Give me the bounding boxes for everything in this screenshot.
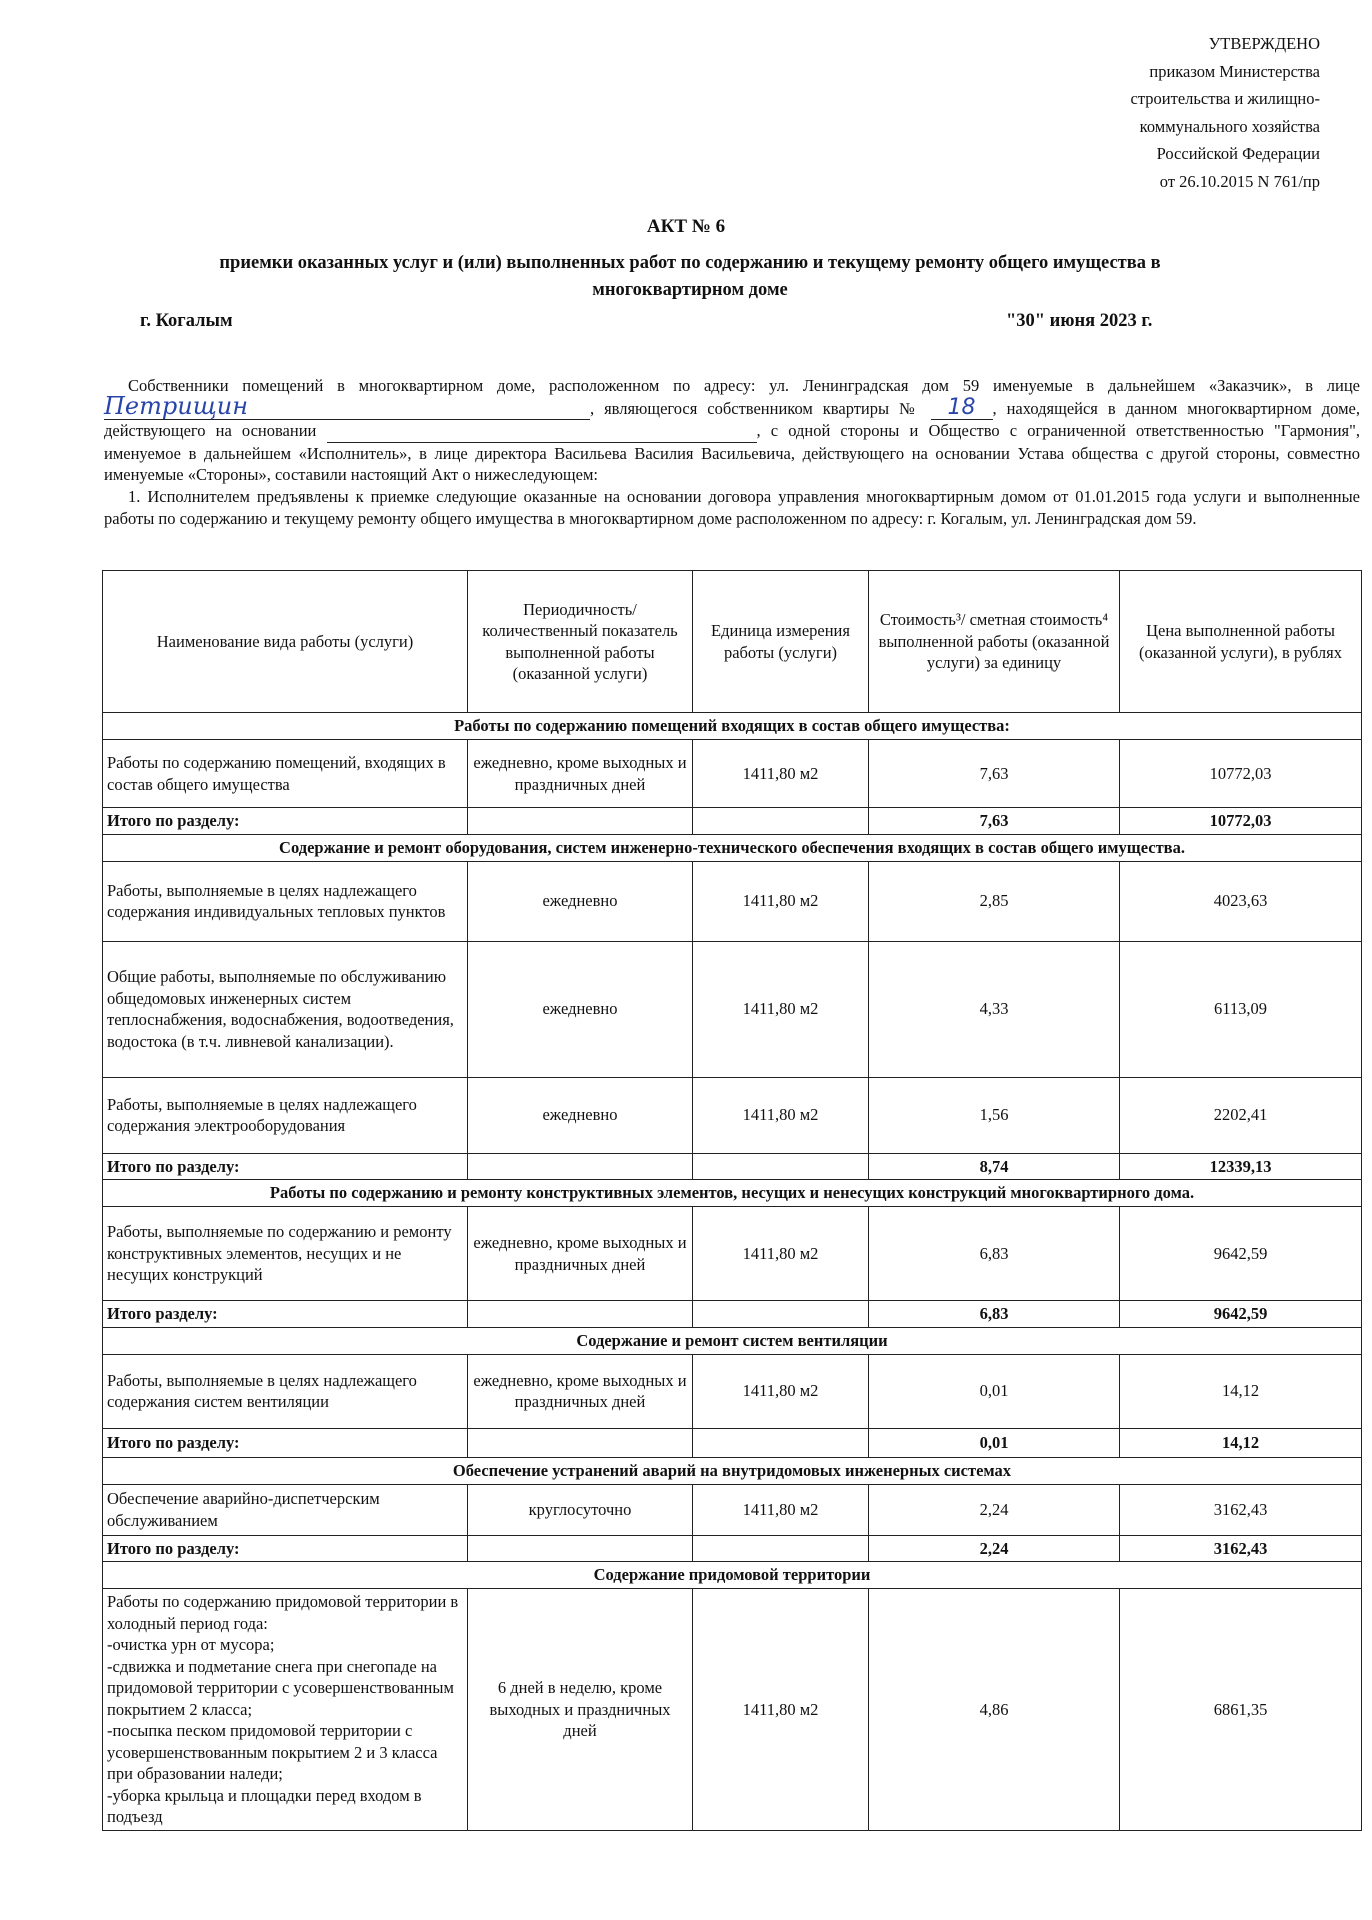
price: 3162,43 <box>1120 1484 1362 1535</box>
work-line: -уборка крыльца и площадки перед входом в подъезд <box>107 1785 422 1826</box>
approval-line: Российской Федерации <box>1156 144 1320 163</box>
table-row <box>103 1077 1362 1153</box>
act-title: приемки оказанных услуг и (или) выполненных работ по содержанию и текущему ремонту общего имущества в многоквартирном доме <box>219 253 1161 300</box>
unit: 1411,80 м2 <box>693 1589 869 1831</box>
unit-cost: 7,63 <box>869 740 1120 808</box>
unit-cost: 6,83 <box>869 1207 1120 1301</box>
table-row <box>103 941 1362 1077</box>
work-name: Работы по содержанию помещений, входящих в состав общего имущества <box>103 740 468 808</box>
section-total-row <box>103 1301 1362 1328</box>
unit-cost: 0,01 <box>869 1354 1120 1428</box>
intro-paragraph-2: 1. Исполнителем предъявлены к приемке следующие оказанные на основании договора управления многоквартирным домом от 01.01.2015 года услуги и выполненные работы по содержанию и текущему ремонту общего имущества в многоквартирном доме расположенном по адресу: г. Когалым, ул. Ленинградская дом 59. <box>104 486 1360 528</box>
section-header-row <box>103 1562 1362 1589</box>
total-price: 3162,43 <box>1120 1535 1362 1562</box>
total-price: 14,12 <box>1120 1428 1362 1457</box>
section-title: Работы по содержанию помещений входящих в состав общего имущества: <box>103 713 1362 740</box>
table-row <box>103 1589 1362 1831</box>
work-name: Работы, выполняемые в целях надлежащего содержания электрооборудования <box>103 1077 468 1153</box>
section-title: Обеспечение устранений аварий на внутридомовых инженерных системах <box>103 1457 1362 1484</box>
section-total-row <box>103 1535 1362 1562</box>
column-header: Цена выполненной работы (оказанной услуги), в рублях <box>1120 571 1362 713</box>
work-name <box>103 1589 468 1831</box>
intro-text <box>104 375 1360 529</box>
section-header-row <box>103 834 1362 861</box>
price: 4023,63 <box>1120 861 1362 941</box>
price: 6113,09 <box>1120 941 1362 1077</box>
total-unit-cost: 2,24 <box>869 1535 1120 1562</box>
act-number: АКТ № 6 <box>646 216 726 237</box>
apartment-field <box>931 394 993 421</box>
column-header: Единица измерения работы (услуги) <box>693 571 869 713</box>
section-title: Содержание и ремонт систем вентиляции <box>103 1327 1362 1354</box>
unit-cost: 4,33 <box>869 941 1120 1077</box>
price: 6861,35 <box>1120 1589 1362 1831</box>
section-title: Работы по содержанию и ремонту конструктивных элементов, несущих и ненесущих конструкций многоквартирного дома. <box>103 1180 1362 1207</box>
column-header: Наименование вида работы (услуги) <box>103 571 468 713</box>
price: 9642,59 <box>1120 1207 1362 1301</box>
section-header-row <box>103 1327 1362 1354</box>
work-line: -сдвижка и подметание снега при снегопаде на придомовой территории с усовершенствованным покрытием 2 класса; <box>107 1656 454 1719</box>
section-total-row <box>103 808 1362 835</box>
act-date: "30" июня 2023 г. <box>1006 311 1153 331</box>
approval-line: коммунального хозяйства <box>1139 116 1320 136</box>
total-unit-cost: 7,63 <box>869 808 1120 835</box>
total-price: 10772,03 <box>1120 808 1362 835</box>
section-title: Содержание и ремонт оборудования, систем инженерно-технического обеспечения входящих в состав общего имущества. <box>103 834 1362 861</box>
unit: 1411,80 м2 <box>693 740 869 808</box>
price: 2202,41 <box>1120 1077 1362 1153</box>
total-unit-cost: 0,01 <box>869 1428 1120 1457</box>
work-line: -очистка урн от мусора; <box>107 1635 275 1654</box>
table-row <box>103 861 1362 941</box>
column-header: Периодичность/ количественный показатель выполненной работы (оказанной услуги) <box>468 571 693 713</box>
section-header-row <box>103 713 1362 740</box>
periodicity: ежедневно <box>468 861 693 941</box>
column-header: Стоимость³/ сметная стоимость⁴ выполненной работы (оказанной услуги) за единицу <box>869 571 1120 713</box>
works-table <box>102 570 1362 1831</box>
intro-paragraph-1: Собственники помещений в многоквартирном доме, расположенном по адресу: ул. Ленинградская дом 59 именуемые в дальнейшем «Заказчик», в лице Петрищин , являющегося собственником квартиры № 18 , находящейся в данном многоквартирном доме, действующего на основании , с одной стороны и Общество с ограниченной ответственностью "Гармония", именуемое в дальнейшем «Исполнитель», в лице директора Васильева Василия Васильевича, действующего на основании Устава общества с другой стороны, совместно именуемые «Стороны», составили настоящий Акт о нижеследующем: <box>104 376 1360 485</box>
work-line: -посыпка песком придомовой территории с усовершенствованным покрытием 2 и 3 класса при образовании наледи; <box>107 1721 438 1783</box>
table-header-row <box>103 571 1362 713</box>
total-price: 12339,13 <box>1120 1153 1362 1180</box>
unit-cost: 2,24 <box>869 1484 1120 1535</box>
total-label: Итого по разделу: <box>103 1535 468 1562</box>
unit: 1411,80 м2 <box>693 1207 869 1301</box>
unit: 1411,80 м2 <box>693 1077 869 1153</box>
periodicity: круглосуточно <box>468 1484 693 1535</box>
unit: 1411,80 м2 <box>693 1354 869 1428</box>
section-title: Содержание придомовой территории <box>103 1562 1362 1589</box>
approval-line: от 26.10.2015 N 761/пр <box>1159 171 1320 191</box>
approval-line: строительства и жилищно- <box>1130 89 1320 108</box>
price: 10772,03 <box>1120 740 1362 808</box>
periodicity: ежедневно <box>468 1077 693 1153</box>
periodicity: 6 дней в неделю, кроме выходных и праздничных дней <box>468 1589 693 1831</box>
total-label: Итого разделу: <box>103 1301 468 1328</box>
periodicity: ежедневно, кроме выходных и праздничных дней <box>468 1354 693 1428</box>
total-price: 9642,59 <box>1120 1301 1362 1328</box>
section-header-row <box>103 1180 1362 1207</box>
periodicity: ежедневно, кроме выходных и праздничных дней <box>468 1207 693 1301</box>
section-total-row <box>103 1428 1362 1457</box>
approval-line: УТВЕРЖДЕНО <box>1208 34 1320 53</box>
periodicity: ежедневно, кроме выходных и праздничных дней <box>468 740 693 808</box>
unit: 1411,80 м2 <box>693 941 869 1077</box>
total-unit-cost: 8,74 <box>869 1153 1120 1180</box>
price: 14,12 <box>1120 1354 1362 1428</box>
unit: 1411,80 м2 <box>693 861 869 941</box>
work-line: Работы по содержанию придомовой территории в холодный период года: <box>107 1592 459 1633</box>
handwritten-apartment-number: 18 <box>947 394 976 420</box>
work-name: Работы, выполняемые в целях надлежащего содержания систем вентиляции <box>103 1354 468 1428</box>
unit-cost: 1,56 <box>869 1077 1120 1153</box>
total-unit-cost: 6,83 <box>869 1301 1120 1328</box>
total-label: Итого по разделу: <box>103 1153 468 1180</box>
approval-stamp <box>1131 30 1320 195</box>
table-row <box>103 740 1362 808</box>
periodicity: ежедневно <box>468 941 693 1077</box>
table-row <box>103 1354 1362 1428</box>
total-label: Итого по разделу: <box>103 1428 468 1457</box>
table-row <box>103 1484 1362 1535</box>
total-label: Итого по разделу: <box>103 808 468 835</box>
basis-field <box>327 420 757 443</box>
work-name: Обеспечение аварийно-диспетчерским обслуживанием <box>103 1484 468 1535</box>
unit: 1411,80 м2 <box>693 1484 869 1535</box>
work-name: Общие работы, выполняемые по обслуживанию общедомовых инженерных систем теплоснабжения, водоснабжения, водоотведения, водостока (в т.ч. ливневой канализации). <box>103 941 468 1077</box>
section-total-row <box>103 1153 1362 1180</box>
table-row <box>103 1207 1362 1301</box>
work-name: Работы, выполняемые по содержанию и ремонту конструктивных элементов, несущих и не несущих конструкций <box>103 1207 468 1301</box>
section-header-row <box>103 1457 1362 1484</box>
approval-line: приказом Министерства <box>1149 61 1320 81</box>
handwritten-signature: Петрищин <box>104 391 248 420</box>
unit-cost: 4,86 <box>869 1589 1120 1831</box>
city: г. Когалым <box>140 311 233 331</box>
representative-field <box>104 391 590 421</box>
unit-cost: 2,85 <box>869 861 1120 941</box>
work-name: Работы, выполняемые в целях надлежащего содержания индивидуальных тепловых пунктов <box>103 861 468 941</box>
